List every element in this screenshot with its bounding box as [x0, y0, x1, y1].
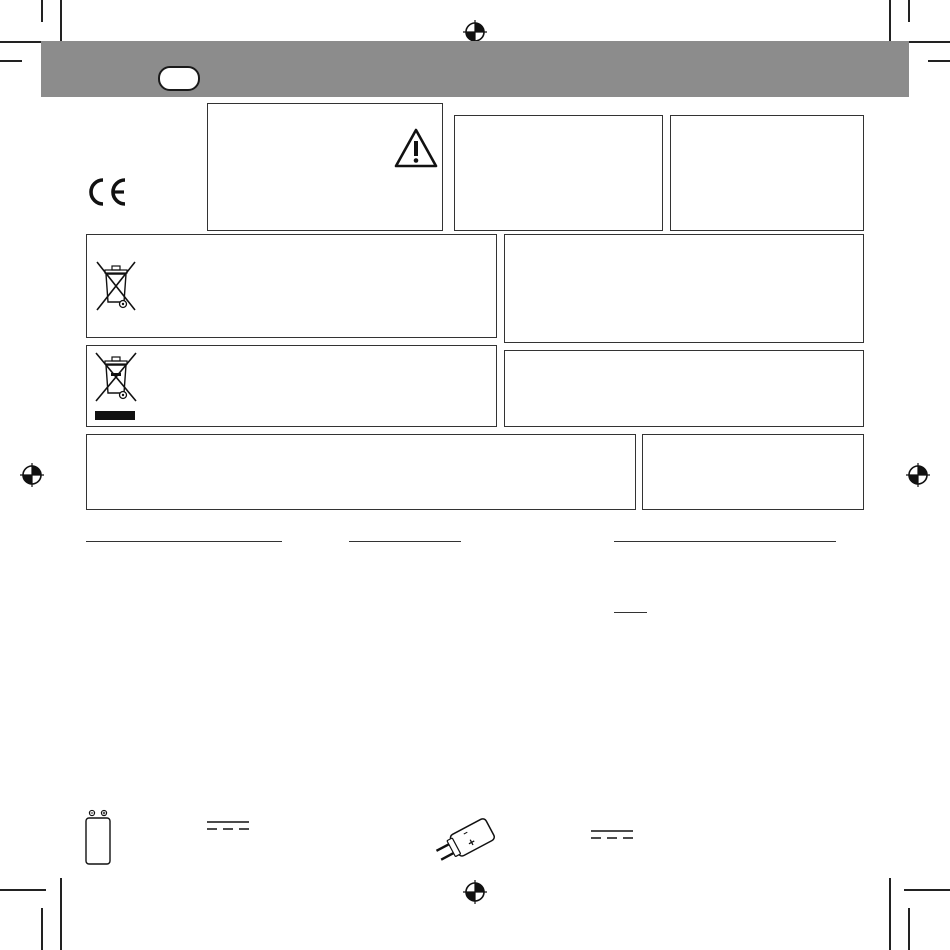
crop-mark-tr-inner-h — [928, 60, 950, 62]
crossed-out-wheelie-bin-icon — [93, 258, 139, 314]
language-badge — [158, 66, 200, 91]
notice-box-upper-right — [670, 115, 864, 231]
notice-box-wide-bottom — [86, 434, 636, 510]
crop-mark-tr-inner-v — [908, 0, 910, 22]
power-adapter-icon — [432, 818, 504, 866]
weee-disposal-box — [86, 234, 497, 338]
crop-mark-tl-vertical — [60, 0, 62, 46]
section-heading-rule-middle — [349, 541, 461, 542]
notice-box-upper-middle — [454, 115, 663, 231]
crop-mark-tl-inner-v — [41, 0, 43, 22]
crop-mark-tl-horizontal — [0, 41, 46, 43]
crop-mark-bl-vertical — [60, 878, 62, 950]
section-heading-rule-left — [86, 541, 282, 542]
subheading-rule-right — [614, 612, 647, 613]
direct-current-symbol-icon — [207, 820, 249, 832]
registration-target-icon — [463, 880, 487, 904]
notice-box-middle-right — [504, 234, 864, 343]
notice-box-small-bottom-right — [642, 434, 864, 510]
registration-target-icon — [906, 463, 930, 487]
crop-mark-tr-vertical — [889, 0, 891, 46]
ce-mark-icon — [84, 176, 130, 208]
warning-triangle-icon — [393, 127, 439, 169]
crop-mark-tr-horizontal — [904, 41, 950, 43]
section-heading-rule-right — [614, 541, 836, 542]
crossed-out-battery-bin-icon — [92, 349, 140, 423]
battery-icon — [84, 808, 112, 866]
registration-target-icon — [20, 463, 44, 487]
crop-mark-tl-inner-h — [0, 60, 22, 62]
crop-mark-br-horizontal — [904, 889, 950, 891]
notice-box-lower-right — [504, 350, 864, 427]
crop-mark-br-vertical — [889, 878, 891, 950]
direct-current-symbol-icon — [591, 829, 633, 841]
crop-mark-br-inner-v — [908, 908, 910, 950]
crop-mark-bl-horizontal — [0, 889, 46, 891]
battery-disposal-box — [86, 345, 497, 427]
crop-mark-bl-inner-v — [41, 908, 43, 950]
